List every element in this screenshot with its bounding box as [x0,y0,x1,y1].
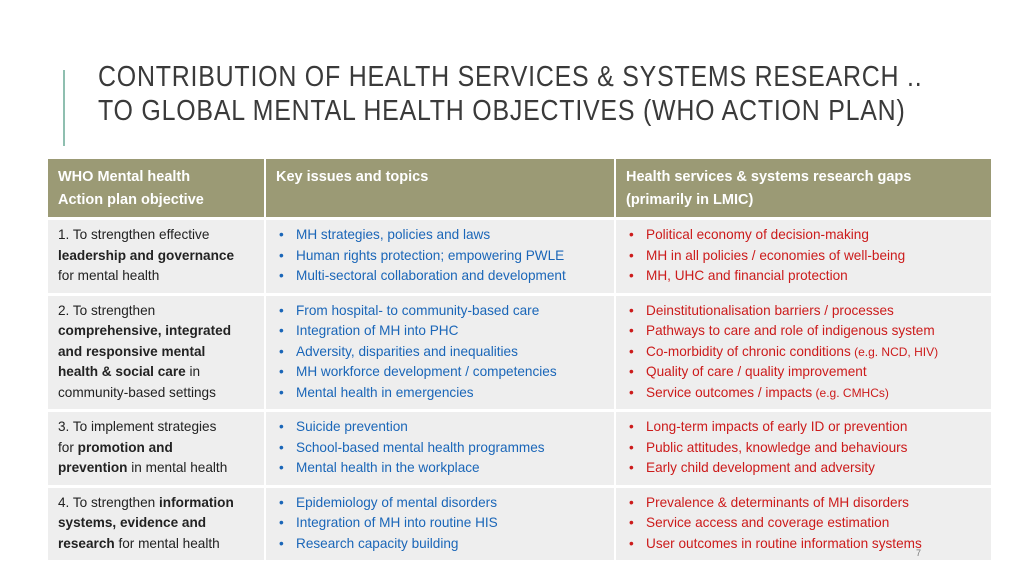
table-row [48,488,991,561]
list-item: • User outcomes in routine information systems [626,534,981,555]
header-issues [266,159,614,217]
issues-cell [266,488,614,561]
objective-cell [48,412,264,485]
header-objective-line-1: WHO Mental health [58,169,191,185]
objective-text-bold: information [159,494,234,510]
list-item: • Public attitudes, knowledge and behaviours [626,438,981,459]
gap-note: (e.g. NCD, HIV) [850,344,939,359]
header-gaps [616,159,991,217]
objective-text: for mental health [114,535,220,551]
slide-title-line-2: TO GLOBAL MENTAL HEALTH OBJECTIVES (WHO ACTION PLAN) [98,95,906,127]
objective-text-bold: and responsive mental [58,343,206,359]
list-item: • Political economy of decision-making [626,225,981,246]
list-item: • From hospital- to community-based care [276,301,604,322]
slide-title-line-1: CONTRIBUTION OF HEALTH SERVICES & SYSTEMS RESEARCH .. [98,61,923,93]
list-item: • MH strategies, policies and laws [276,225,604,246]
objective-text: 2. To strengthen [58,302,156,318]
list-item: • Mental health in emergencies [276,383,604,404]
issues-list [276,493,604,555]
slide-title [98,60,923,128]
list-item: • MH workforce development / competencies [276,362,604,383]
issues-list [276,417,604,479]
list-item: • Mental health in the workplace [276,458,604,479]
objective-text-bold: comprehensive, integrated [58,323,231,338]
objective-text-bold: health & social care [58,364,186,379]
list-item: • Multi-sectoral collaboration and development [276,266,604,287]
list-item: • Research capacity building [276,534,604,555]
list-item: • Early child development and adversity [626,458,981,479]
objective-text-bold: promotion and [77,439,173,455]
list-item [626,383,981,404]
issues-list [276,301,604,404]
table-row [48,296,991,410]
objective-text: in [185,364,201,379]
objective-text: for [58,439,78,455]
gap-note: (e.g. CMHCs) [812,385,889,400]
gaps-list [626,225,981,287]
list-item [626,342,981,363]
list-item: • Suicide prevention [276,417,604,438]
header-objective-line-2: Action plan objective [58,192,204,208]
title-accent-bar [63,70,65,146]
list-item: • Prevalence & determinants of MH disorders [626,493,981,514]
objective-text: 4. To strengthen [58,494,160,510]
objective-text: for mental health [58,268,160,283]
page-number: 7 [916,548,922,558]
list-item: • Pathways to care and role of indigenous system [626,321,981,342]
header-gaps-line-1: Health services & systems research gaps [626,169,912,185]
objective-text-bold: systems, evidence and [58,515,207,530]
objective-text-bold: leadership and governance [58,247,235,263]
gap-text: Co-morbidity of chronic conditions [646,343,851,359]
header-gaps-line-2: (primarily in LMIC) [626,192,754,208]
list-item: • MH in all policies / economies of well-being [626,246,981,267]
gaps-cell [616,412,991,485]
list-item: • Long-term impacts of early ID or prevention [626,417,981,438]
gaps-cell [616,296,991,410]
objective-cell [48,488,264,561]
objective-text-bold: prevention [58,460,128,475]
list-item: • Integration of MH into routine HIS [276,513,604,534]
gaps-list [626,417,981,479]
gaps-list [626,493,981,555]
issues-cell [266,412,614,485]
list-item: • School-based mental health programmes [276,438,604,459]
objective-text: in mental health [127,460,228,475]
list-item: • Human rights protection; empowering PWLE [276,246,604,267]
list-item: • Integration of MH into PHC [276,321,604,342]
header-objective [48,159,264,217]
table-row [48,412,991,485]
issues-list [276,225,604,287]
objectives-table [46,156,993,563]
gaps-cell [616,220,991,293]
objective-text: 3. To implement strategies [58,419,217,434]
table-header-row [48,159,991,217]
issues-cell [266,296,614,410]
list-item: • MH, UHC and financial protection [626,266,981,287]
gaps-list [626,301,981,404]
objective-cell [48,296,264,410]
gap-text: Service outcomes / impacts [646,384,813,400]
issues-cell [266,220,614,293]
list-item: • Epidemiology of mental disorders [276,493,604,514]
objective-cell [48,220,264,293]
list-item: • Deinstitutionalisation barriers / processes [626,301,981,322]
objective-text: community-based settings [58,384,216,400]
list-item: • Quality of care / quality improvement [626,362,981,383]
table-row [48,220,991,293]
list-item: • Service access and coverage estimation [626,513,981,534]
gaps-cell [616,488,991,561]
header-issues-label: Key issues and topics [276,169,429,185]
objective-text: 1. To strengthen effective [58,227,210,242]
objective-text-bold: research [58,535,115,551]
list-item: • Adversity, disparities and inequalities [276,342,604,363]
